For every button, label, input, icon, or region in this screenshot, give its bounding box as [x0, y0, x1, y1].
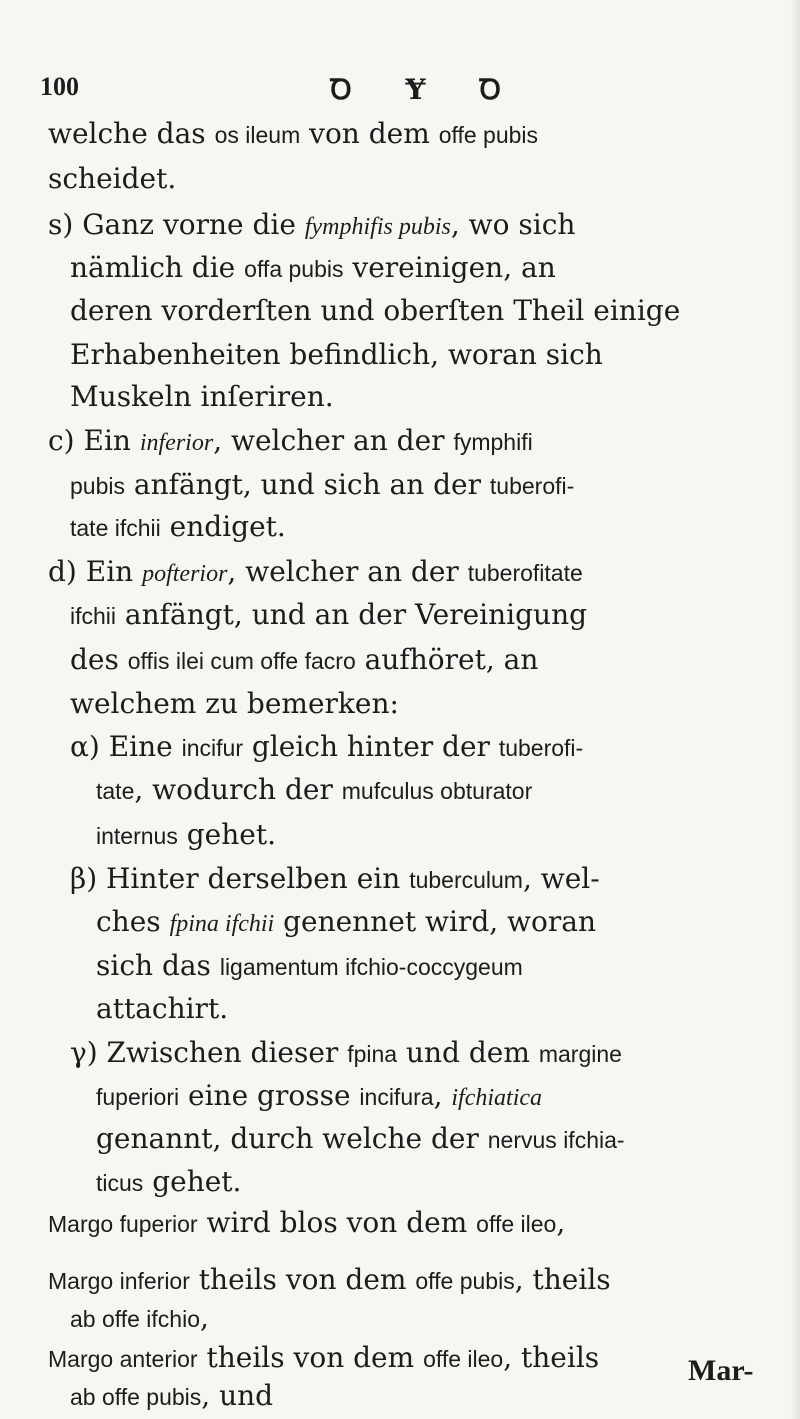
text-segment: theils von dem	[189, 1263, 416, 1296]
text-segment: ticus	[96, 1170, 144, 1196]
text-segment: scheidet.	[48, 162, 177, 195]
text-segment: deren vorderſten und oberſten Theil einige	[70, 294, 681, 327]
text-line	[70, 1300, 209, 1337]
text-segment: fymphifis pubis	[304, 214, 451, 240]
text-segment: Margo fuperior	[48, 1211, 198, 1237]
text-segment: c) Ein	[48, 424, 140, 457]
text-segment: ab offe ifchio	[70, 1306, 201, 1332]
text-segment: Margo inferior	[48, 1268, 190, 1294]
text-line	[96, 991, 228, 1027]
text-segment: attachirt.	[96, 992, 229, 1025]
text-segment: ifchiatica	[451, 1085, 543, 1111]
text-line	[48, 1262, 611, 1299]
text-segment: gehet.	[177, 818, 276, 851]
text-segment: gehet.	[143, 1165, 242, 1198]
text-segment: offe pubis	[415, 1268, 515, 1294]
text-line	[48, 116, 538, 153]
text-segment: , theils	[514, 1263, 611, 1296]
text-segment: ligamentum ifchio-coccygeum	[219, 954, 523, 980]
text-line	[70, 1378, 273, 1415]
text-segment: offe ileo	[423, 1346, 504, 1372]
text-line	[96, 772, 532, 809]
text-segment: des	[70, 643, 128, 676]
text-line	[48, 423, 533, 461]
text-segment: offa pubis	[244, 256, 344, 282]
running-head: Ꝺ Ɏ Ꝺ	[330, 73, 523, 106]
text-line	[96, 948, 523, 985]
text-segment: sich das	[96, 949, 220, 982]
text-line	[70, 379, 334, 415]
text-segment: incifur	[181, 735, 243, 761]
page-header	[40, 66, 640, 106]
text-line	[70, 467, 574, 504]
text-segment: γ) Zwischen dieser	[70, 1036, 348, 1069]
text-segment: nämlich die	[70, 251, 245, 284]
text-line	[70, 729, 583, 766]
text-segment: wird blos von dem	[197, 1206, 477, 1239]
text-segment: offe pubis	[438, 122, 539, 148]
text-line	[48, 1340, 599, 1377]
text-line	[48, 554, 583, 592]
text-line	[70, 337, 603, 373]
text-line	[96, 1078, 542, 1116]
text-segment: β) Hinter derselben ein	[70, 862, 410, 895]
text-line	[96, 1164, 241, 1201]
text-segment: und dem	[397, 1036, 539, 1069]
text-segment: tate ifchii	[70, 515, 161, 541]
text-segment: welche das	[48, 117, 215, 150]
text-segment: ,	[200, 1301, 209, 1334]
text-segment: , welcher an der	[213, 424, 454, 457]
text-segment: incifura	[359, 1084, 434, 1110]
text-line	[70, 509, 286, 546]
text-segment: Erhabenheiten befindlich, woran sich	[70, 338, 603, 371]
text-line	[70, 686, 399, 722]
text-segment: ifchii	[70, 603, 117, 629]
text-line	[70, 861, 600, 898]
text-segment: , wel-	[522, 862, 600, 895]
text-segment: vereinigen, an	[343, 251, 556, 284]
text-segment: nervus ifchia-	[487, 1127, 625, 1153]
text-segment: α) Eine	[70, 730, 182, 763]
text-segment: tuberculum	[409, 867, 523, 893]
text-segment: d) Ein	[48, 555, 143, 588]
text-line	[70, 293, 680, 329]
text-segment: aufhöret, an	[355, 643, 539, 676]
text-segment: , wo sich	[450, 208, 576, 241]
text-segment: theils von dem	[197, 1341, 424, 1374]
text-segment: , wodurch der	[134, 773, 342, 806]
text-line	[96, 1121, 625, 1158]
text-segment: pubis	[70, 473, 125, 499]
text-line	[96, 904, 596, 942]
text-line	[70, 250, 556, 287]
text-segment: tate	[96, 778, 135, 804]
text-line	[48, 161, 176, 197]
text-segment: gleich hinter der	[243, 730, 499, 763]
text-segment: ,	[556, 1206, 566, 1239]
text-segment: ab offe pubis	[70, 1384, 202, 1410]
text-segment: , theils	[503, 1341, 600, 1374]
text-segment: fpina	[347, 1041, 398, 1067]
text-segment: , welcher an der	[227, 555, 468, 588]
text-segment: Margo anterior	[48, 1346, 198, 1372]
text-segment: fymphifi	[453, 429, 533, 455]
text-line	[70, 597, 587, 634]
text-line	[48, 1205, 565, 1242]
text-segment: mufculus obturator	[341, 778, 533, 804]
text-segment: , und	[201, 1379, 274, 1412]
text-segment: s) Ganz vorne die	[48, 208, 305, 241]
text-segment: tuberofi-	[498, 735, 584, 761]
text-segment: ,	[433, 1079, 452, 1112]
page-number: 100	[40, 72, 79, 101]
text-segment: inferior	[139, 430, 214, 456]
text-segment: os ileum	[214, 122, 301, 148]
text-segment: fuperiori	[96, 1084, 180, 1110]
text-segment: anfängt, und an der Vereinigung	[116, 598, 588, 631]
text-segment: tuberofitate	[467, 560, 583, 586]
text-segment: Muskeln inſeriren.	[70, 380, 334, 413]
text-line	[70, 1035, 622, 1072]
text-line	[48, 207, 575, 245]
text-segment: offe ileo	[476, 1211, 557, 1237]
catchword: Mar-	[688, 1354, 754, 1387]
text-segment: genannt, durch welche der	[96, 1122, 488, 1155]
text-segment: margine	[538, 1041, 622, 1067]
text-segment: endiget.	[160, 510, 286, 543]
text-line	[96, 817, 276, 854]
text-segment: eine grosse	[179, 1079, 360, 1112]
text-line	[70, 642, 538, 679]
text-segment: ches	[96, 905, 170, 938]
text-segment: anfängt, und sich an der	[124, 468, 490, 501]
text-segment: welchem zu bemerken:	[70, 687, 399, 720]
text-segment: genennet wird, woran	[274, 905, 596, 938]
text-segment: tuberofi-	[489, 473, 575, 499]
text-segment: internus	[96, 823, 178, 849]
text-segment: pofterior	[142, 561, 228, 587]
text-segment: von dem	[300, 117, 439, 150]
text-segment: offis ilei cum offe facro	[127, 648, 356, 674]
text-segment: fpina ifchii	[169, 911, 275, 937]
